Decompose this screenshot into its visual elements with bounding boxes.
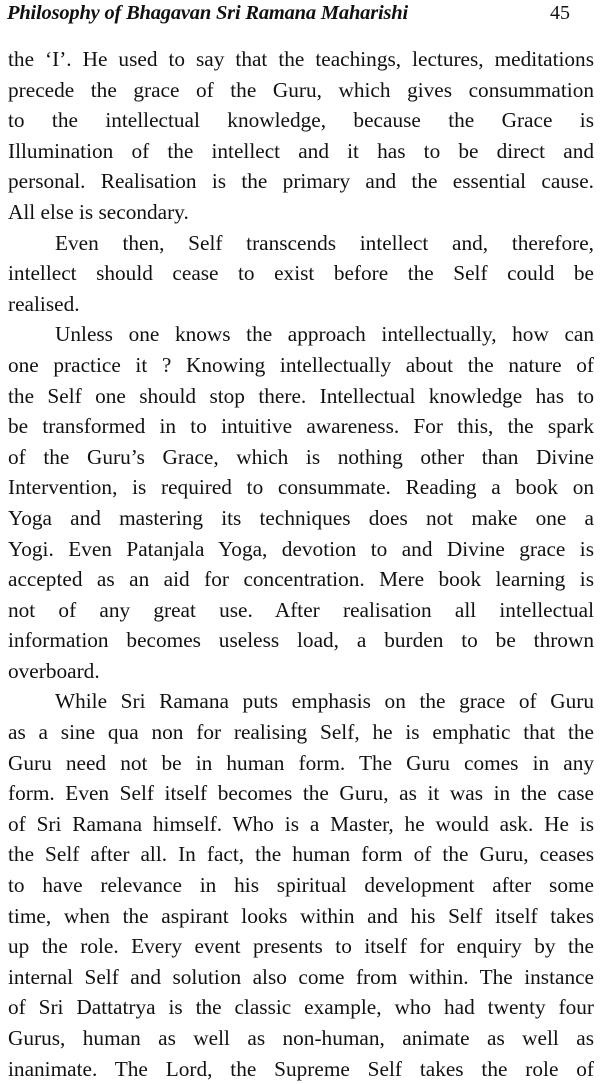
- text-line: of Sri Ramana himself. Who is a Master, he would ask. He is: [8, 811, 594, 836]
- text-line: While Sri Ramana puts emphasis on the grace of Guru: [55, 689, 594, 714]
- paragraph-4: [8, 686, 594, 1084]
- text-line: be transformed in to intuitive awareness. For this, the spark: [8, 414, 594, 439]
- text-line: time, when the aspirant looks within and his Self itself takes: [8, 903, 594, 928]
- paragraph-2: [8, 228, 594, 320]
- text-line: All else is secondary.: [8, 199, 189, 224]
- text-line: internal Self and solution also come from within. The instance: [8, 964, 594, 989]
- text-line: Illumination of the intellect and it has to be direct and: [8, 138, 594, 163]
- text-line: inanimate. The Lord, the Supreme Self takes the role of: [8, 1056, 594, 1081]
- text-line: of the Guru’s Grace, which is nothing other than Divine: [8, 444, 594, 469]
- running-title: Philosophy of Bhagavan Sri Ramana Maharishi: [7, 2, 408, 24]
- text-line: of Sri Dattatrya is the classic example, who had twenty four: [8, 995, 594, 1020]
- text-line: Even then, Self transcends intellect and, therefore,: [55, 230, 594, 255]
- text-line: precede the grace of the Guru, which gives consummation: [8, 77, 594, 102]
- text-line: as a sine qua non for realising Self, he is emphatic that the: [8, 720, 594, 745]
- text-line: to the intellectual knowledge, because the Grace is: [8, 108, 594, 133]
- text-line: one practice it ? Knowing intellectually about the nature of: [8, 352, 594, 377]
- text-line: to have relevance in his spiritual development after some: [8, 873, 594, 898]
- text-line: Yogi. Even Patanjala Yoga, devotion to and Divine grace is: [8, 536, 594, 561]
- text-line: Guru need not be in human form. The Guru comes in any: [8, 750, 594, 775]
- text-line: personal. Realisation is the primary and the essential cause.: [8, 169, 594, 194]
- text-line: Intervention, is required to consummate. Reading a book on: [8, 475, 594, 500]
- text-line: realised.: [8, 291, 80, 316]
- text-line: accepted as an aid for concentration. Mere book learning is: [8, 567, 594, 592]
- text-line: Unless one knows the approach intellectually, how can: [55, 322, 594, 347]
- text-line: not of any great use. After realisation all intellectual: [8, 597, 594, 622]
- text-line: intellect should cease to exist before the Self could be: [8, 261, 594, 286]
- page-number: 45: [550, 2, 570, 24]
- text-line: up the role. Every event presents to itself for enquiry by the: [8, 934, 594, 959]
- text-line: the Self one should stop there. Intellectual knowledge has to: [8, 383, 594, 408]
- text-line: the ‘I’. He used to say that the teachings, lectures, meditations: [8, 47, 594, 71]
- running-head: [7, 2, 592, 30]
- paragraph-3: [8, 319, 594, 686]
- text-line: Yoga and mastering its techniques does not make one a: [8, 505, 594, 530]
- text-line: overboard.: [8, 658, 100, 683]
- body-text: [8, 44, 594, 1084]
- text-line: form. Even Self itself becomes the Guru, as it was in the case: [8, 781, 594, 806]
- paragraph-1: [8, 44, 594, 228]
- text-line: the Self after all. In fact, the human form of the Guru, ceases: [8, 842, 594, 867]
- text-line: information becomes useless load, a burden to be thrown: [8, 628, 594, 653]
- text-line: Gurus, human as well as non-human, animate as well as: [8, 1026, 594, 1050]
